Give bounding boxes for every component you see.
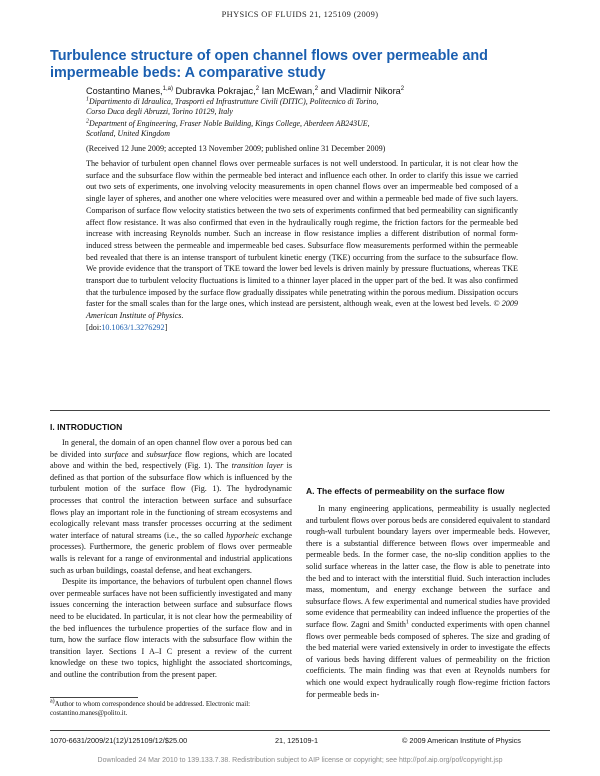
section-heading-introduction: I. INTRODUCTION [50, 422, 123, 432]
doi-link[interactable]: 10.1063/1.3276292 [101, 322, 165, 332]
affiliation-number: 1 [86, 96, 89, 103]
running-header: PHYSICS OF FLUIDS 21, 125109 (2009) [221, 10, 379, 19]
author-mcewan: Ian McEwan, [259, 86, 315, 96]
paragraph: Despite its importance, the behaviors of turbulent open channel flows over permeable surfaces have not been sufficiently investigated and many issues concerning the interaction between surface and subsurface flows need to be elucidated. In particular, it is not clear how the permeability of the bed influences the turbulence properties of the surface flow and in turn, how the surface flow interacts with the subsurface flow within the transition layer. Sections I A–I C present a review of the current knowledge on these two topics, highlight the associated shortcomings, and outline the contribution from the present paper. [50, 577, 292, 679]
doi-suffix: ] [164, 322, 168, 332]
footer-divider [50, 730, 550, 731]
right-column [306, 503, 550, 700]
doi-prefix: [doi: [86, 322, 102, 332]
abstract [86, 158, 518, 334]
section-heading-a: A. The effects of permeability on the surface flow [306, 486, 505, 496]
footnote [50, 700, 292, 718]
author-nikora: and Vladimir Nikora [318, 86, 401, 96]
footer-issn: 1070-6631/2009/21(12)/125109/12/$25.00 [50, 736, 188, 745]
author-sup: 1,a) [162, 85, 173, 92]
article-title: Turbulence structure of open channel flows over permeable and impermeable beds: A comparative study [50, 48, 488, 81]
citation-ref[interactable]: 1 [405, 619, 409, 626]
footnote-marker: a) [50, 698, 55, 705]
abstract-text: The behavior of turbulent open channel flows over permeable surfaces is not well understood. In particular, it is not clear how the surface and the subsurface flow within the permeable bed interact and influence each other. In order to clarify this issue we carried out two sets of experiments, one involving velocity measurements in open channel flows over an impermeable bed composed of a single layer of spheres, and another one where velocities were measured over and within a permeable bed made of five such layers. Comparison of surface flow velocity statistics between the two sets of experiments confirmed that bed permeability can significantly affect flow resistance. It was also confirmed that even in the hydraulically rough regime, the friction factors for the permeable bed increase with increasing Reynolds number. Such an increase in flow resistance implies a different distribution of normal form-induced stress between the permeable and impermeable bed cases. Subsurface flow measurements performed within the permeable bed revealed that there is an intense transport of turbulent kinetic energy (TKE) occurring from the surface to the subsurface flow. We provide evidence that the transport of TKE toward the lower bed levels is driven mainly by pressure fluctuations, whereas TKE transport due to turbulent velocity fluctuations is limited to a thinner layer placed in the upper part of the bed. It was also confirmed that the turbulence imposed by the surface flow gradually dissipates while penetrating within the porous medium. Dissipation occurs faster for the small scales than for the large ones, which instead are persistent, although weak, even at the lowest bed levels. [86, 159, 518, 309]
affiliation-number: 2 [86, 118, 89, 125]
abstract-divider [50, 410, 550, 411]
download-notice: Downloaded 24 Mar 2010 to 139.133.7.38. Redistribution subject to AIP license or copyright; see http://pof.aip.org/pof/copyright.jsp [97, 757, 503, 764]
author-sup: 2 [400, 85, 405, 92]
abstract-copyright: © 2009 American Institute of Physics. [86, 299, 518, 321]
affiliation-line: Dipartimento di Idraulica, Trasporti ed Infrastrutture Civili (DITIC), Politecnico di Torino, [89, 97, 379, 106]
author-sup: 2 [255, 85, 260, 92]
author-manes: Costantino Manes, [86, 86, 163, 96]
paragraph: In general, the domain of an open channel flow over a porous bed can be divided into surface and subsurface flow regions, which are located above and within the bed, respectively (Fig. 1). The transition layer is defined as that portion of the subsurface flow which is influenced by the turbulent motion of the surface flow (Fig. 1). The hydrodynamic processes that control the interaction between surface and subsurface flows play an important role in the functioning of stream ecosystems and ecologically relevant mass transfer processes occurring at the sediment water interface of natural streams (i.e., the so called hyporheic exchange processes). Furthermore, the generic problem of flows over permeable walls is relevant for a range of environmental and industrial applications such as urban buildings, coastal defense, and heat exchangers. [50, 438, 293, 575]
author-sup: 2 [314, 85, 319, 92]
left-column [50, 437, 292, 680]
footnote-text: Author to whom correspondence should be addressed. Electronic mail: costantino.manes@polito.it. [50, 701, 251, 717]
footnote-rule [50, 697, 138, 698]
footer-page: 21, 125109-1 [275, 736, 319, 745]
affiliation-line: Scotland, United Kingdom [86, 129, 170, 138]
affiliation-2 [86, 119, 506, 139]
paragraph: In many engineering applications, permeability is usually neglected and turbulent flows over porous beds are considered equivalent to standard rough-wall turbulent boundary layers over impermeable beds. However, there is a substantial difference between flows over impermeable and permeable beds. In the former case, the no-slip condition applies to the solid surface whereas in the latter case, the flow is able to penetrate into the bed and to interact with the interstitial fluid. Such interaction includes mass, momentum, and energy exchange between the surface and subsurface flows. A few experimental and numerical studies have provided some evidence that permeability can indeed influence the properties of the surface flow. Zagni and Smith$^1$ conducted experiments with open channel flows over permeable beds composed of spheres. The size and grading of the bed material were varied extensively in order to investigate the effects of various beds having different values of permeability on the friction coefficients. The main finding was that even at Reynolds numbers for which one would expect hydraulically rough flow-regime friction factors for permeable beds in- [306, 504, 550, 699]
affiliation-1 [86, 97, 506, 117]
received-dates: (Received 12 June 2009; accepted 13 November 2009; published online 31 December 2009) [86, 144, 386, 153]
author-list [86, 86, 526, 96]
affiliation-line: Corso Duca degli Abruzzi, Torino 10129, Italy [86, 107, 233, 116]
affiliation-line: Department of Engineering, Fraser Noble Building, Kings College, Aberdeen AB243UE, [89, 119, 370, 128]
author-pokrajac: Dubravka Pokrajac, [172, 86, 256, 96]
footer-copyright: © 2009 American Institute of Physics [402, 736, 521, 745]
